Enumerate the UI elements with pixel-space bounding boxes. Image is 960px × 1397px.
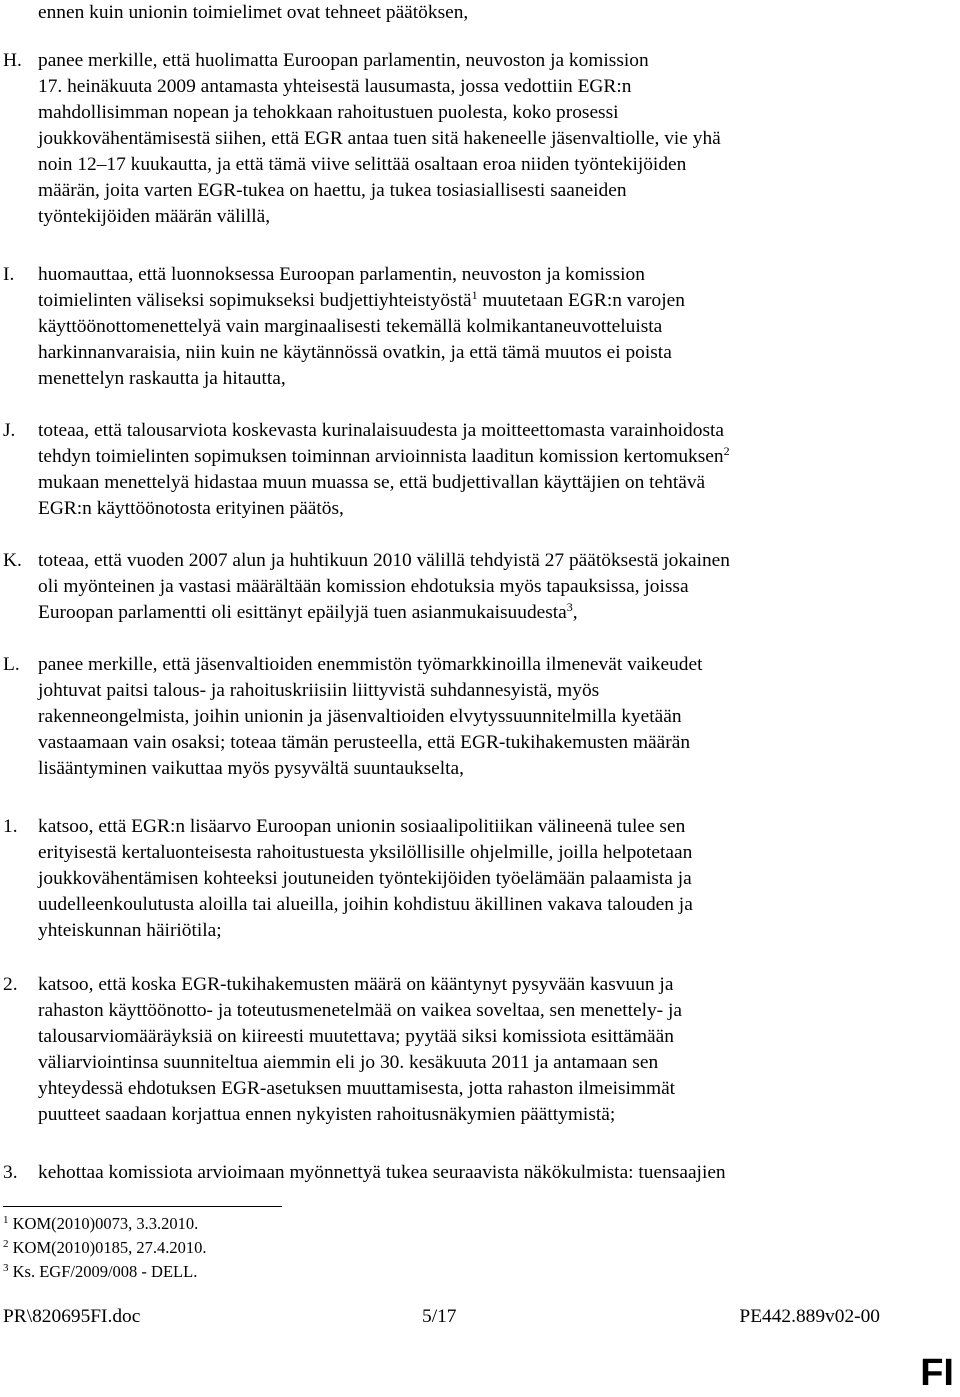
recital-label: H.: [3, 50, 22, 71]
text-line: mahdollisimman nopean ja tehokkaan rahoitustuen puolesta, koko prosessi: [38, 102, 619, 123]
paragraph-number: 1.: [3, 816, 18, 837]
text-line: panee merkille, että jäsenvaltioiden enemmistön työmarkkinoilla ilmenevät vaikeudet: [38, 654, 703, 675]
text-line: kehottaa komissiota arvioimaan myönnettyä tukea seuraavista näkökulmista: tuensaajien: [38, 1162, 726, 1183]
language-code: FI: [920, 1352, 954, 1394]
footnote-1: [3, 1214, 198, 1234]
footnote-ref[interactable]: 2: [723, 444, 730, 458]
text-segment: ,: [572, 602, 578, 623]
text-segment: Euroopan parlamentti oli esittänyt epäilyjä tuen asianmukaisuudesta: [38, 602, 567, 623]
text-line: [38, 288, 685, 314]
footnote-number: 3: [3, 1262, 9, 1274]
footnote-text: KOM(2010)0185, 27.4.2010.: [12, 1238, 207, 1257]
text-line: talousarviomääräyksiä on kiireesti muutettava; pyytää siksi komissiota esittämään: [38, 1026, 674, 1047]
recital-label: K.: [3, 550, 22, 571]
text-segment: tehdyn toimielinten sopimuksen toiminnan arvioinnista laaditun komission kertomuksen: [38, 446, 724, 467]
text-line: uudelleenkoulutusta aloilla tai alueilla, joihin kohdistuu äkillinen vakava talouden ja: [38, 894, 693, 915]
text-line: puutteet saadaan korjattua ennen nykyisten rahoitusnäkymien päättymistä;: [38, 1104, 616, 1125]
text-line: yhteiskunnan häiriötila;: [38, 920, 222, 941]
recital-label: L.: [3, 654, 20, 675]
text-line: toteaa, että talousarviota koskevasta kurinalaisuudesta ja moitteettomasta varainhoidosta: [38, 420, 724, 441]
footnote-text: Ks. EGF/2009/008 - DELL.: [12, 1262, 198, 1281]
pe-reference: PE442.889v02-00: [739, 1306, 880, 1327]
text-line: väliarviointinsa suunniteltua aiemmin eli jo 30. kesäkuuta 2011 ja antamaan sen: [38, 1052, 659, 1073]
text-line: 17. heinäkuuta 2009 antamasta yhteisestä lausumasta, jossa vedottiin EGR:n: [38, 76, 632, 97]
text-line: vastaamaan vain osaksi; toteaa tämän perusteella, että EGR-tukihakemusten määrän: [38, 732, 691, 753]
text-line: menettelyn raskautta ja hitautta,: [38, 368, 286, 389]
text-line: rahaston käyttöönotto- ja toteutusmenetelmää on vaikea soveltaa, sen menettely- ja: [38, 1000, 682, 1021]
paragraph-number: 3.: [3, 1162, 18, 1183]
paragraph-number: 2.: [3, 974, 18, 995]
text-line: rakenneongelmista, joihin unionin ja jäsenvaltioiden elvytyssuunnitelmilla kyetään: [38, 706, 682, 727]
footnote-3: [3, 1262, 197, 1282]
footnote-2: [3, 1238, 207, 1258]
page-number: 5/17: [422, 1306, 457, 1327]
text-line: oli myönteinen ja vastasi määrältään komission ehdotuksia myös tapauksissa, joissa: [38, 576, 689, 597]
footnote-number: 1: [3, 1214, 9, 1226]
text-line: [38, 600, 578, 626]
footnote-number: 2: [3, 1238, 9, 1250]
text-line: erityisestä kertaluonteisesta rahoitustuesta yksilöllisille ohjelmille, joilla helpotetaan: [38, 842, 693, 863]
text-line: työntekijöiden määrän välillä,: [38, 206, 271, 227]
text-line: lisääntyminen vaikuttaa myös pysyvältä suuntaukselta,: [38, 758, 464, 779]
footnote-ref[interactable]: 3: [566, 600, 573, 614]
text-line: mukaan menettelyä hidastaa muun muassa se, että budjettivallan käyttäjien on tehtävä: [38, 472, 706, 493]
footnote-text: KOM(2010)0073, 3.3.2010.: [12, 1214, 199, 1233]
text-line: käyttöönottomenettelyä vain marginaalisesti tekemällä kolmikantaneuvotteluista: [38, 316, 663, 337]
footnote-separator: [3, 1206, 282, 1207]
text-line: johtuvat paitsi talous- ja rahoituskriisiin liittyvistä suhdannesyistä, myös: [38, 680, 600, 701]
text-segment: muutetaan EGR:n varojen: [477, 290, 685, 311]
text-line: [38, 444, 730, 470]
text-line: määrän, joita varten EGR-tukea on haettu, ja tukea tosiasiallisesti saaneiden: [38, 180, 627, 201]
text-line: noin 12–17 kuukautta, ja että tämä viive selittää osaltaan eroa niiden työntekijöiden: [38, 154, 687, 175]
text-segment: toimielinten väliseksi sopimukseksi budjettiyhteistyöstä: [38, 290, 472, 311]
text-line: joukkovähentämisen kohteeksi joutuneiden työntekijöiden työelämään palaamista ja: [38, 868, 692, 889]
recital-label: J.: [3, 420, 16, 441]
text-line: toteaa, että vuoden 2007 alun ja huhtikuun 2010 välillä tehdyistä 27 päätöksestä jokainen: [38, 550, 730, 571]
text-line: harkinnanvaraisia, niin kuin ne käytännössä ovatkin, ja että tämä muutos ei poista: [38, 342, 672, 363]
document-reference: PR\820695FI.doc: [3, 1306, 141, 1327]
text-line: panee merkille, että huolimatta Euroopan parlamentin, neuvoston ja komission: [38, 50, 649, 71]
text-line: katsoo, että koska EGR-tukihakemusten määrä on kääntynyt pysyvään kasvuun ja: [38, 974, 674, 995]
recital-label: I.: [3, 264, 15, 285]
text-line: katsoo, että EGR:n lisäarvo Euroopan unionin sosiaalipolitiikan välineenä tulee sen: [38, 816, 686, 837]
footnote-ref[interactable]: 1: [471, 288, 478, 302]
intro-line: ennen kuin unionin toimielimet ovat tehneet päätöksen,: [38, 2, 469, 23]
text-line: yhteydessä ehdotuksen EGR-asetuksen muuttamisesta, jotta rahaston ilmeisimmät: [38, 1078, 676, 1099]
text-line: EGR:n käyttöönotosta erityinen päätös,: [38, 498, 344, 519]
text-line: huomauttaa, että luonnoksessa Euroopan parlamentin, neuvoston ja komission: [38, 264, 645, 285]
text-line: joukkovähentämisestä siihen, että EGR antaa tuen sitä hakeneelle jäsenvaltiolle, vie yhä: [38, 128, 721, 149]
